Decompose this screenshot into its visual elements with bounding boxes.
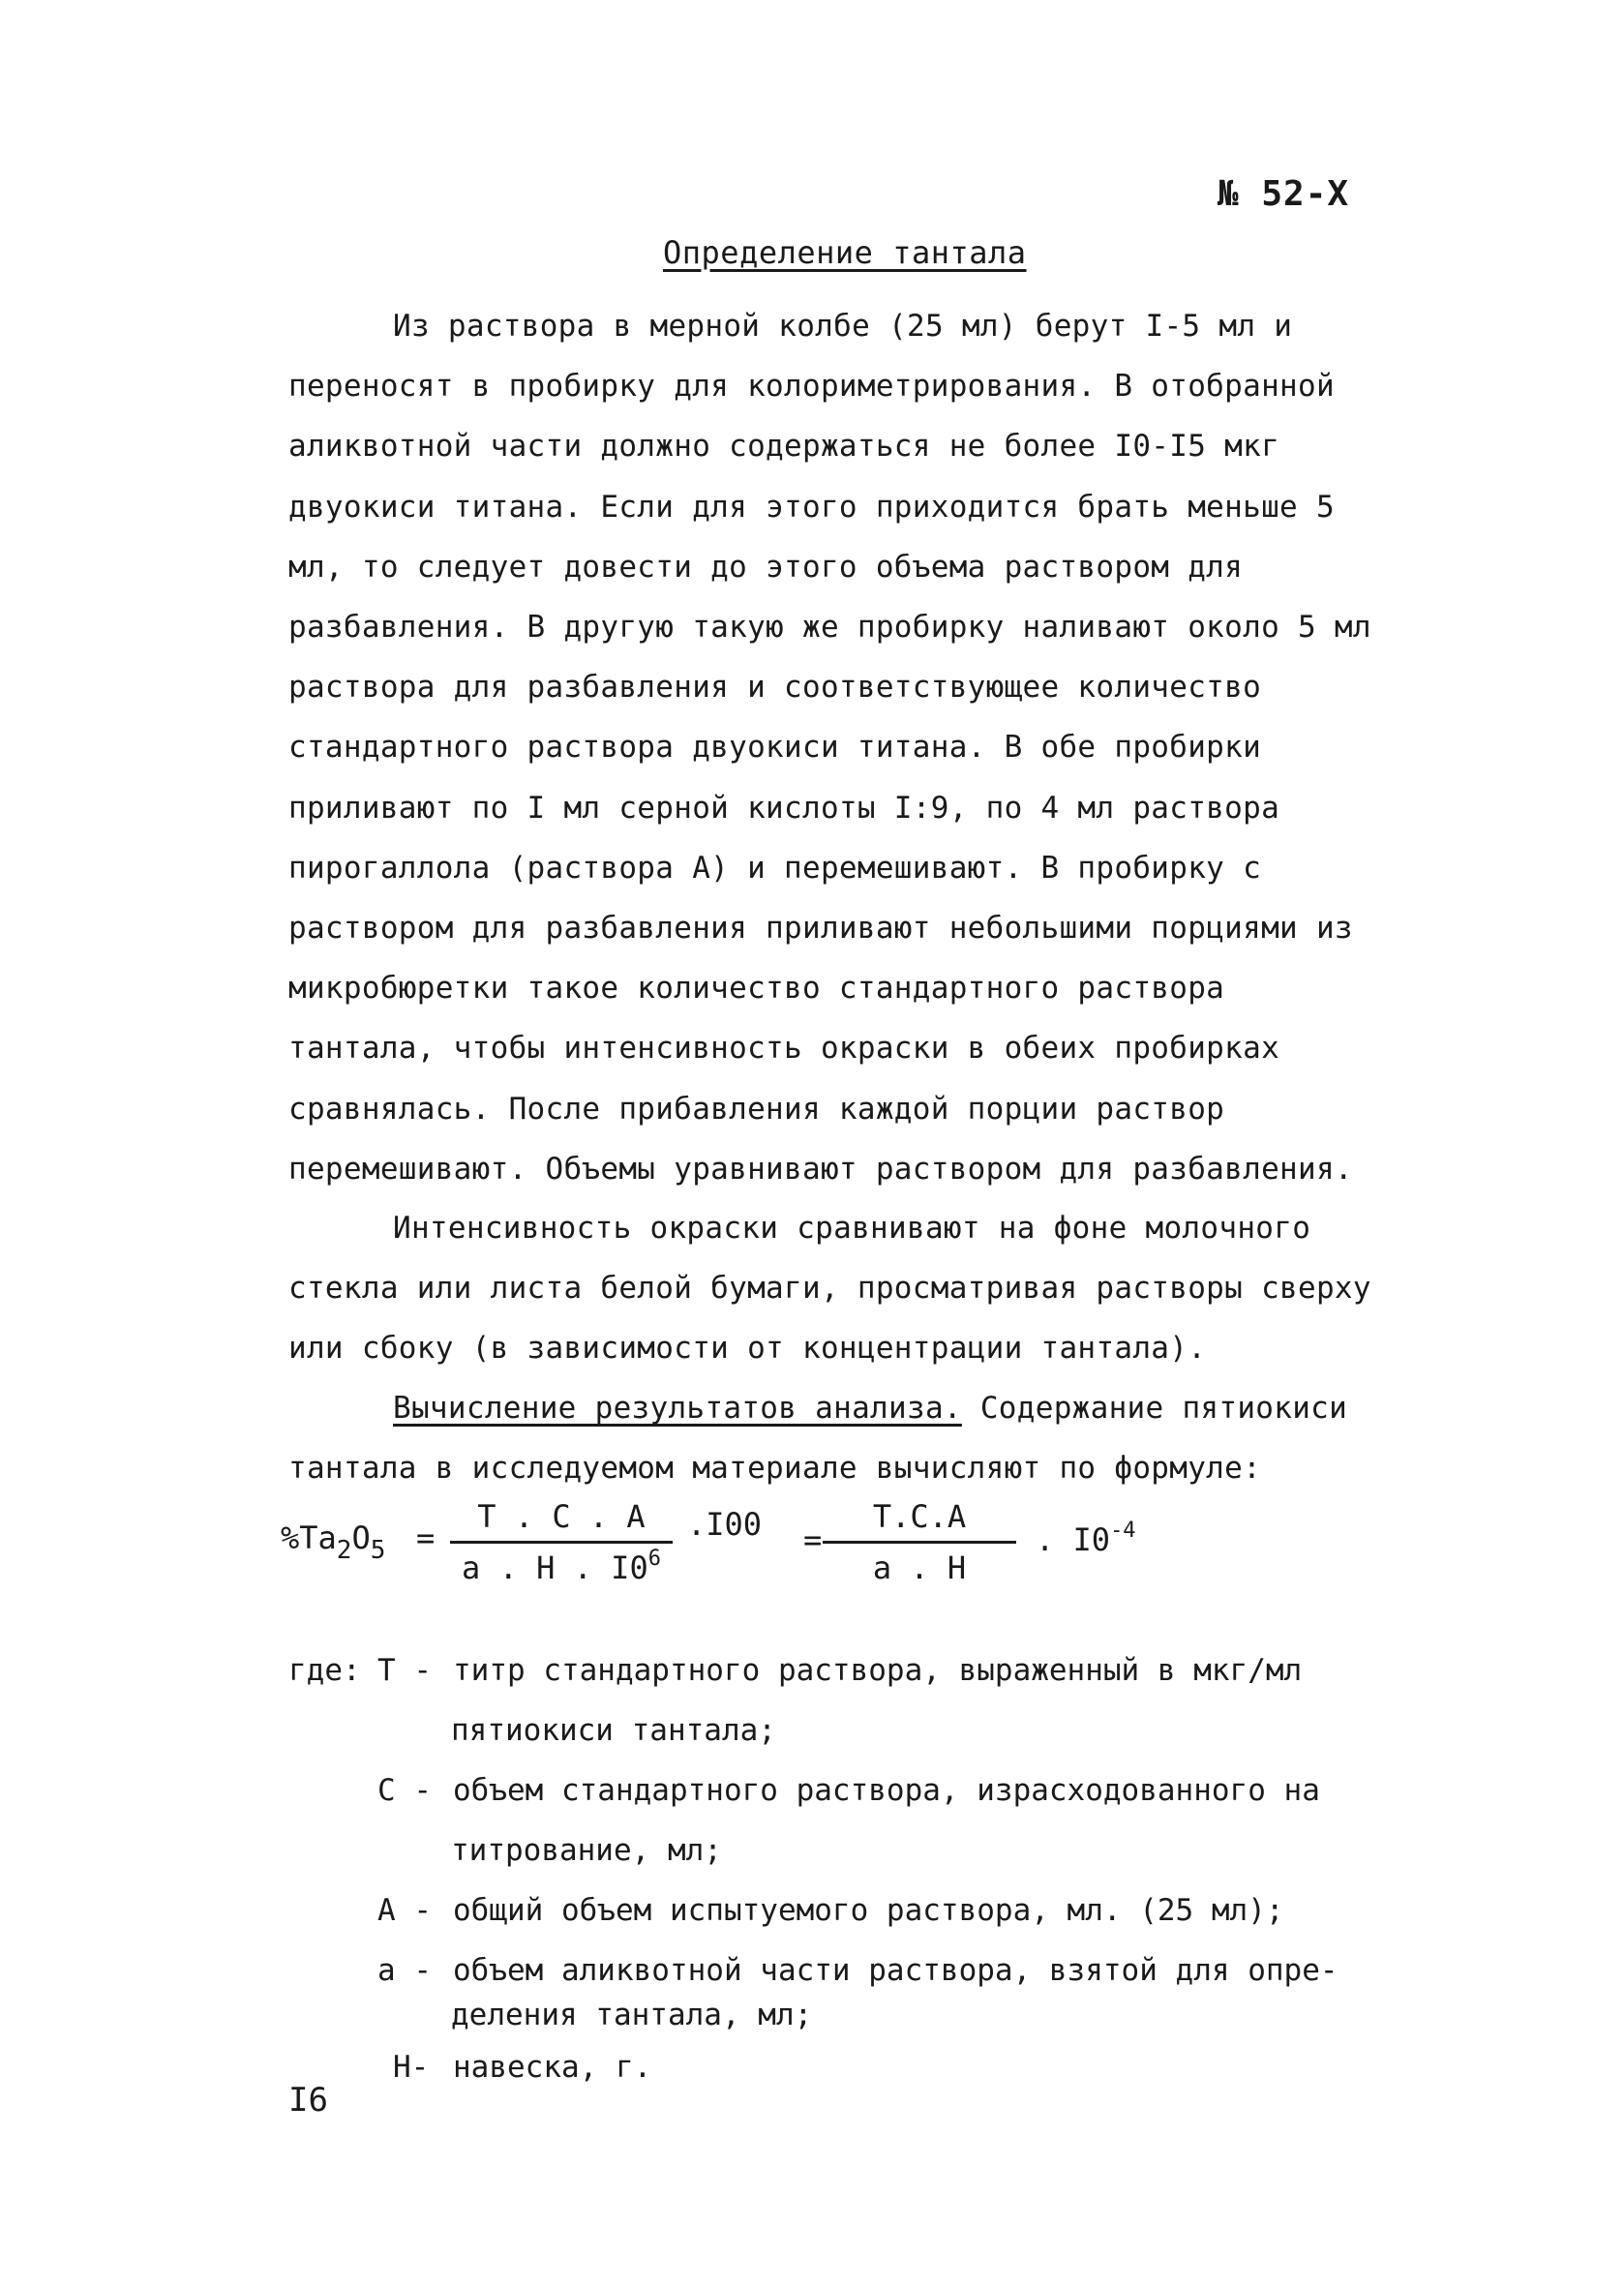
definition-symbol: C -	[377, 1773, 432, 1808]
fraction-2-denominator: a . H	[872, 1549, 967, 1586]
paragraph-procedure	[288, 296, 1382, 1199]
formula-equals: =	[416, 1519, 436, 1556]
formula	[281, 1498, 1248, 1614]
formula-multiplier: .I00	[687, 1506, 763, 1543]
calculation-heading: Вычисление результатов анализа.	[393, 1391, 962, 1426]
document-number: № 52-Х	[1218, 174, 1350, 214]
formula-fraction-2	[823, 1498, 1016, 1586]
definitions-where-label: где:	[288, 1653, 361, 1688]
paragraph-color-comparison-text: Интенсивность окраски сравнивают на фоне молочного стекла или листа белой бумаги, просматривая растворы сверху или сбоку (в зависимости от концентрации тантала).	[288, 1211, 1371, 1367]
paragraph-procedure-text: Из раствора в мерной колбе (25 мл) берут I-5 мл и переносят в пробирку для колориметрирования. В отобранной аликвотной части должно содержаться не более I0-I5 мкг двуокиси титана. Если для этого приходится брать меньше 5 мл, то следует довести до этого объема раствором для разбавления. В другую такую же пробирку наливают около 5 мл раствора для разбавления и соответствующее количество стандартного раствора двуокиси титана. В обе пробирки приливают по I мл серной кислоты I:9, по 4 мл раствора пирогаллола (раствора А) и перемешивают. В пробирку с раствором для разбавления приливают небольшими порциями из микробюретки такое количество стандартного раствора тантала, чтобы интенсивность окраски в обеих пробирках сравнялась. После прибавления каждой порции раствор перемешивают. Объемы уравнивают раствором для разбавления.	[288, 309, 1371, 1187]
formula-fraction-1	[450, 1498, 673, 1586]
definition-text: титр стандартного раствора, выраженный в мкг/мл	[453, 1653, 1303, 1688]
section-title: Определение тантала	[663, 234, 1027, 271]
definition-symbol: T -	[377, 1653, 432, 1688]
definition-text: навеска, г.	[453, 2050, 652, 2085]
definition-continuation: титрование, мл;	[451, 1833, 722, 1868]
definition-symbol: A -	[377, 1893, 432, 1928]
definition-continuation: деления тантала, мл;	[451, 1998, 813, 2032]
formula-lhs: $\%Ta_2O_5$	[281, 1519, 386, 1565]
fraction-1-numerator: T . C . A	[450, 1498, 673, 1544]
page-number: I6	[288, 2081, 328, 2120]
fraction-2-numerator: T.C.A	[823, 1498, 1016, 1544]
definition-text: объем аликвотной части раствора, взятой для опре-	[453, 1953, 1338, 1988]
paragraph-color-comparison	[288, 1198, 1382, 1379]
formula-factor: . $I0^{-4}$	[1036, 1519, 1136, 1558]
definition-symbol: a -	[377, 1953, 432, 1988]
definition-text: общий объем испытуемого раствора, мл. (25 мл);	[453, 1893, 1284, 1928]
definition-continuation: пятиокиси тантала;	[451, 1713, 776, 1748]
fraction-1-denominator: a . H . $I0^6$	[462, 1547, 661, 1586]
paragraph-calculation	[288, 1378, 1382, 1498]
definition-symbol: H-	[393, 2050, 430, 2085]
paragraph-calculation-text: Содержание пятиокиси тантала в исследуемом материале вычисляют по формуле:	[288, 1391, 1348, 1487]
formula-equals-2: =	[803, 1521, 823, 1558]
definition-text: объем стандартного раствора, израсходованного на	[453, 1773, 1320, 1808]
